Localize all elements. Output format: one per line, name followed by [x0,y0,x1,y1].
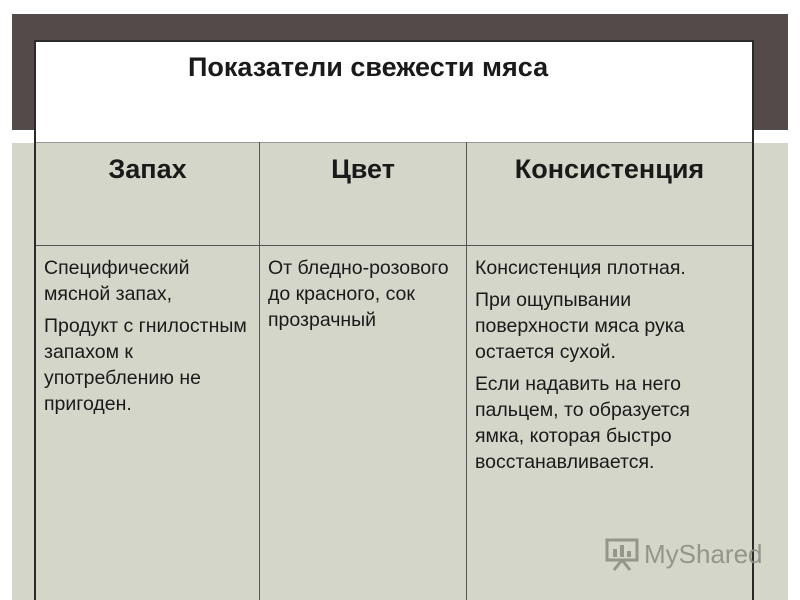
presentation-board-icon [604,537,640,571]
header-divider [36,142,752,143]
column-header-consistency: Консистенция [514,154,705,184]
watermark-text: MyShared [644,538,763,569]
column-body-smell [36,245,259,417]
cell-paragraph: Продукт с гнилостным запахом к употреблению не пригоден. [44,315,247,415]
column-divider [466,142,467,600]
table-title-cell [36,42,752,142]
column-divider [259,142,260,600]
watermark-logo [604,534,784,574]
column-smell [36,142,259,600]
column-consistency [467,142,752,600]
column-body-consistency [467,245,752,475]
column-header-smell: Запах [108,154,187,184]
column-header-color: Цвет [331,154,395,184]
row-divider [36,245,752,246]
cell-paragraph: Специфический мясной запах, [44,257,190,305]
cell-paragraph: От бледно-розового до красного, сок прозрачный [268,257,449,331]
cell-paragraph: Если надавить на него пальцем, то образуется ямка, которая быстро восстанавливается. [475,373,690,473]
column-body-color [260,245,466,333]
cell-paragraph: При ощупывании поверхности мяса рука остается сухой. [475,289,685,363]
cell-paragraph: Консистенция плотная. [475,257,686,279]
column-color [260,142,466,600]
table-title: Показатели свежести мяса [188,52,549,82]
